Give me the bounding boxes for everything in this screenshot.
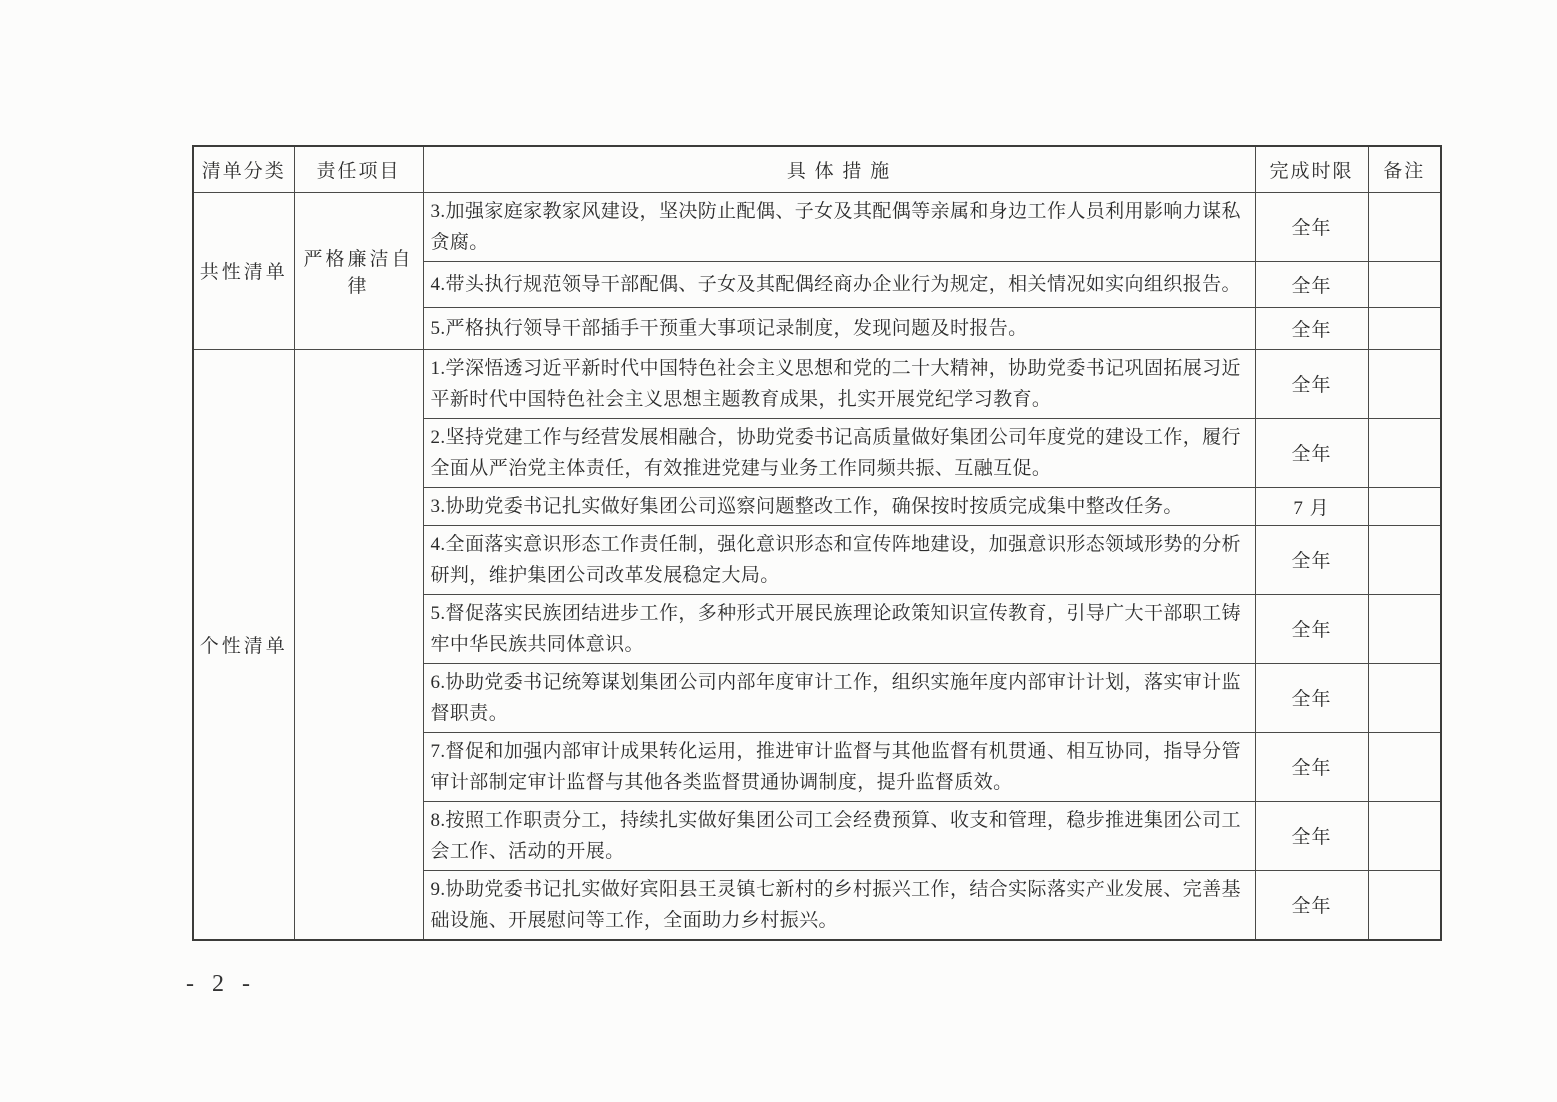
- remark-cell: [1368, 349, 1441, 418]
- deadline-cell: 全年: [1255, 307, 1368, 349]
- category-cell: 共性清单: [193, 192, 294, 349]
- remark-cell: [1368, 261, 1441, 307]
- deadline-cell: 全年: [1255, 418, 1368, 487]
- measure-cell: 2.坚持党建工作与经营发展相融合，协助党委书记高质量做好集团公司年度党的建设工作，履行全面从严治党主体责任，有效推进党建与业务工作同频共振、互融互促。: [423, 418, 1255, 487]
- page-number: - 2 -: [186, 971, 256, 997]
- deadline-cell: 全年: [1255, 801, 1368, 870]
- deadline-cell: 7 月: [1255, 487, 1368, 525]
- deadline-cell: 全年: [1255, 261, 1368, 307]
- remark-cell: [1368, 192, 1441, 261]
- header-measures: 具 体 措 施: [423, 146, 1255, 192]
- remark-cell: [1368, 418, 1441, 487]
- remark-cell: [1368, 307, 1441, 349]
- responsibility-checklist-table: [192, 145, 1442, 941]
- table-header-row: [193, 146, 1441, 192]
- project-cell: [294, 349, 423, 940]
- header-category: 清单分类: [193, 146, 294, 192]
- measure-cell: 4.全面落实意识形态工作责任制，强化意识形态和宣传阵地建设，加强意识形态领域形势的分析研判，维护集团公司改革发展稳定大局。: [423, 525, 1255, 594]
- measure-cell: 7.督促和加强内部审计成果转化运用，推进审计监督与其他监督有机贯通、相互协同，指导分管审计部制定审计监督与其他各类监督贯通协调制度，提升监督质效。: [423, 732, 1255, 801]
- measure-cell: 6.协助党委书记统筹谋划集团公司内部年度审计工作，组织实施年度内部审计计划，落实审计监督职责。: [423, 663, 1255, 732]
- deadline-cell: 全年: [1255, 349, 1368, 418]
- deadline-cell: 全年: [1255, 663, 1368, 732]
- measure-cell: 4.带头执行规范领导干部配偶、子女及其配偶经商办企业行为规定，相关情况如实向组织报告。: [423, 261, 1255, 307]
- measure-cell: 5.严格执行领导干部插手干预重大事项记录制度，发现问题及时报告。: [423, 307, 1255, 349]
- remark-cell: [1368, 732, 1441, 801]
- measure-cell: 9.协助党委书记扎实做好宾阳县王灵镇七新村的乡村振兴工作，结合实际落实产业发展、完善基础设施、开展慰问等工作，全面助力乡村振兴。: [423, 870, 1255, 940]
- deadline-cell: 全年: [1255, 594, 1368, 663]
- remark-cell: [1368, 870, 1441, 940]
- remark-cell: [1368, 801, 1441, 870]
- remark-cell: [1368, 525, 1441, 594]
- deadline-cell: 全年: [1255, 732, 1368, 801]
- remark-cell: [1368, 487, 1441, 525]
- measure-cell: 5.督促落实民族团结进步工作，多种形式开展民族理论政策知识宣传教育，引导广大干部职工铸牢中华民族共同体意识。: [423, 594, 1255, 663]
- header-deadline: 完成时限: [1255, 146, 1368, 192]
- deadline-cell: 全年: [1255, 525, 1368, 594]
- deadline-cell: 全年: [1255, 870, 1368, 940]
- project-cell: 严格廉洁自律: [294, 192, 423, 349]
- measure-cell: 1.学深悟透习近平新时代中国特色社会主义思想和党的二十大精神，协助党委书记巩固拓展习近平新时代中国特色社会主义思想主题教育成果，扎实开展党纪学习教育。: [423, 349, 1255, 418]
- table-row: [193, 192, 1441, 261]
- deadline-cell: 全年: [1255, 192, 1368, 261]
- category-cell: 个性清单: [193, 349, 294, 940]
- measure-cell: 8.按照工作职责分工，持续扎实做好集团公司工会经费预算、收支和管理，稳步推进集团公司工会工作、活动的开展。: [423, 801, 1255, 870]
- header-remark: 备注: [1368, 146, 1441, 192]
- remark-cell: [1368, 663, 1441, 732]
- measure-cell: 3.协助党委书记扎实做好集团公司巡察问题整改工作，确保按时按质完成集中整改任务。: [423, 487, 1255, 525]
- remark-cell: [1368, 594, 1441, 663]
- measure-cell: 3.加强家庭家教家风建设，坚决防止配偶、子女及其配偶等亲属和身边工作人员利用影响力谋私贪腐。: [423, 192, 1255, 261]
- table-row: [193, 349, 1441, 418]
- header-project: 责任项目: [294, 146, 423, 192]
